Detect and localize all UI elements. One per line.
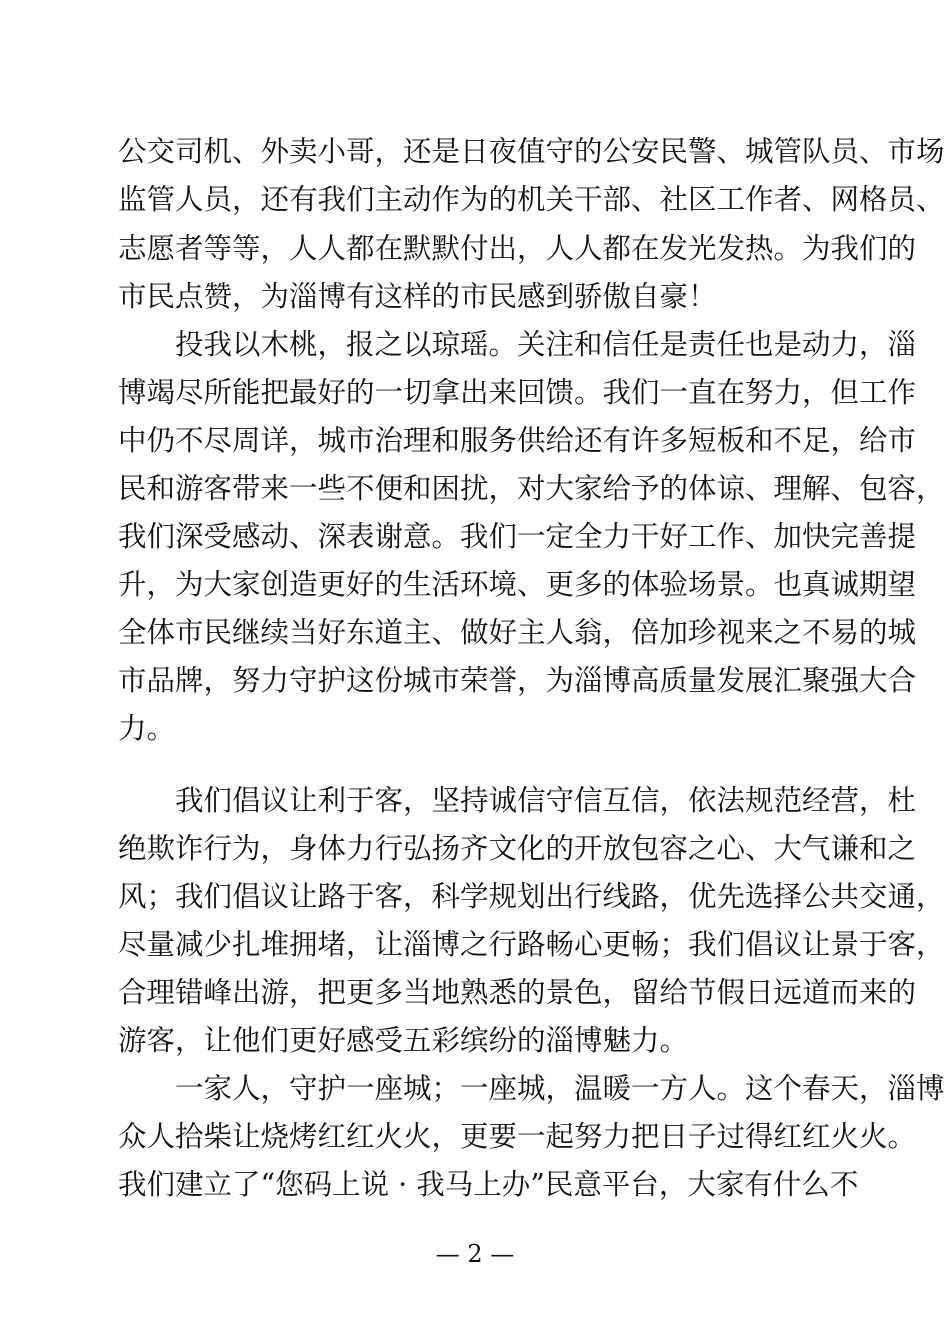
paragraph-2-line-9: 力。 [118, 712, 176, 745]
paragraph-1-line-4: 市民点赞，为淄博有这样的市民感到骄傲自豪！ [118, 280, 717, 313]
paragraph-4-line-2: 众人拾柴让烧烤红红火火，更要一起努力把日子过得红红火火。 [118, 1120, 917, 1153]
paragraph-3-line-3: 风；我们倡议让路于客，科学规划出行线路，优先选择公共交通， [118, 880, 945, 913]
paragraph-3-line-5: 合理错峰出游，把更多当地熟悉的景色，留给节假日远道而来的 [118, 976, 917, 1009]
paragraph-2-line-6: 升，为大家创造更好的生活环境、更多的体验场景。也真诚期望 [118, 568, 917, 601]
paragraph-2-line-3: 中仍不尽周详，城市治理和服务供给还有许多短板和不足，给市 [118, 424, 917, 457]
paragraph-2-line-5: 我们深受感动、深表谢意。我们一定全力干好工作、加快完善提 [118, 520, 917, 553]
paragraph-3-line-4: 尽量减少扎堆拥堵，让淄博之行路畅心更畅；我们倡议让景于客， [118, 928, 945, 961]
paragraph-4-line-1: 一家人，守护一座城；一座城，温暖一方人。这个春天，淄博 [175, 1072, 945, 1105]
paragraph-3-line-6: 游客，让他们更好感受五彩缤纷的淄博魅力。 [118, 1024, 689, 1057]
paragraph-3-line-1: 我们倡议让利于客，坚持诚信守信互信，依法规范经营，杜 [175, 784, 917, 817]
paragraph-2-line-8: 市品牌，努力守护这份城市荣誉，为淄博高质量发展汇聚强大合 [118, 664, 917, 697]
page-number: — 2 — [435, 1240, 515, 1268]
paragraph-2-line-2: 博竭尽所能把最好的一切拿出来回馈。我们一直在努力，但工作 [118, 376, 917, 409]
paragraph-2-line-4: 民和游客带来一些不便和困扰，对大家给予的体谅、理解、包容， [118, 472, 945, 505]
paragraph-1-line-2: 监管人员，还有我们主动作为的机关干部、社区工作者、网格员、 [118, 183, 945, 216]
paragraph-2-line-7: 全体市民继续当好东道主、做好主人翁，倍加珍视来之不易的城 [118, 616, 917, 649]
paragraph-3-line-2: 绝欺诈行为，身体力行弘扬齐文化的开放包容之心、大气谦和之 [118, 832, 917, 865]
paragraph-1-line-1: 公交司机、外卖小哥，还是日夜值守的公安民警、城管队员、市场 [118, 135, 945, 168]
paragraph-2-line-1: 投我以木桃，报之以琼瑶。关注和信任是责任也是动力，淄 [175, 328, 917, 361]
paragraph-1-line-3: 志愿者等等，人人都在默默付出，人人都在发光发热。为我们的 [118, 232, 917, 265]
paragraph-4-line-3: 我们建立了“您码上说 · 我马上办”民意平台，大家有什么不 [118, 1168, 859, 1201]
